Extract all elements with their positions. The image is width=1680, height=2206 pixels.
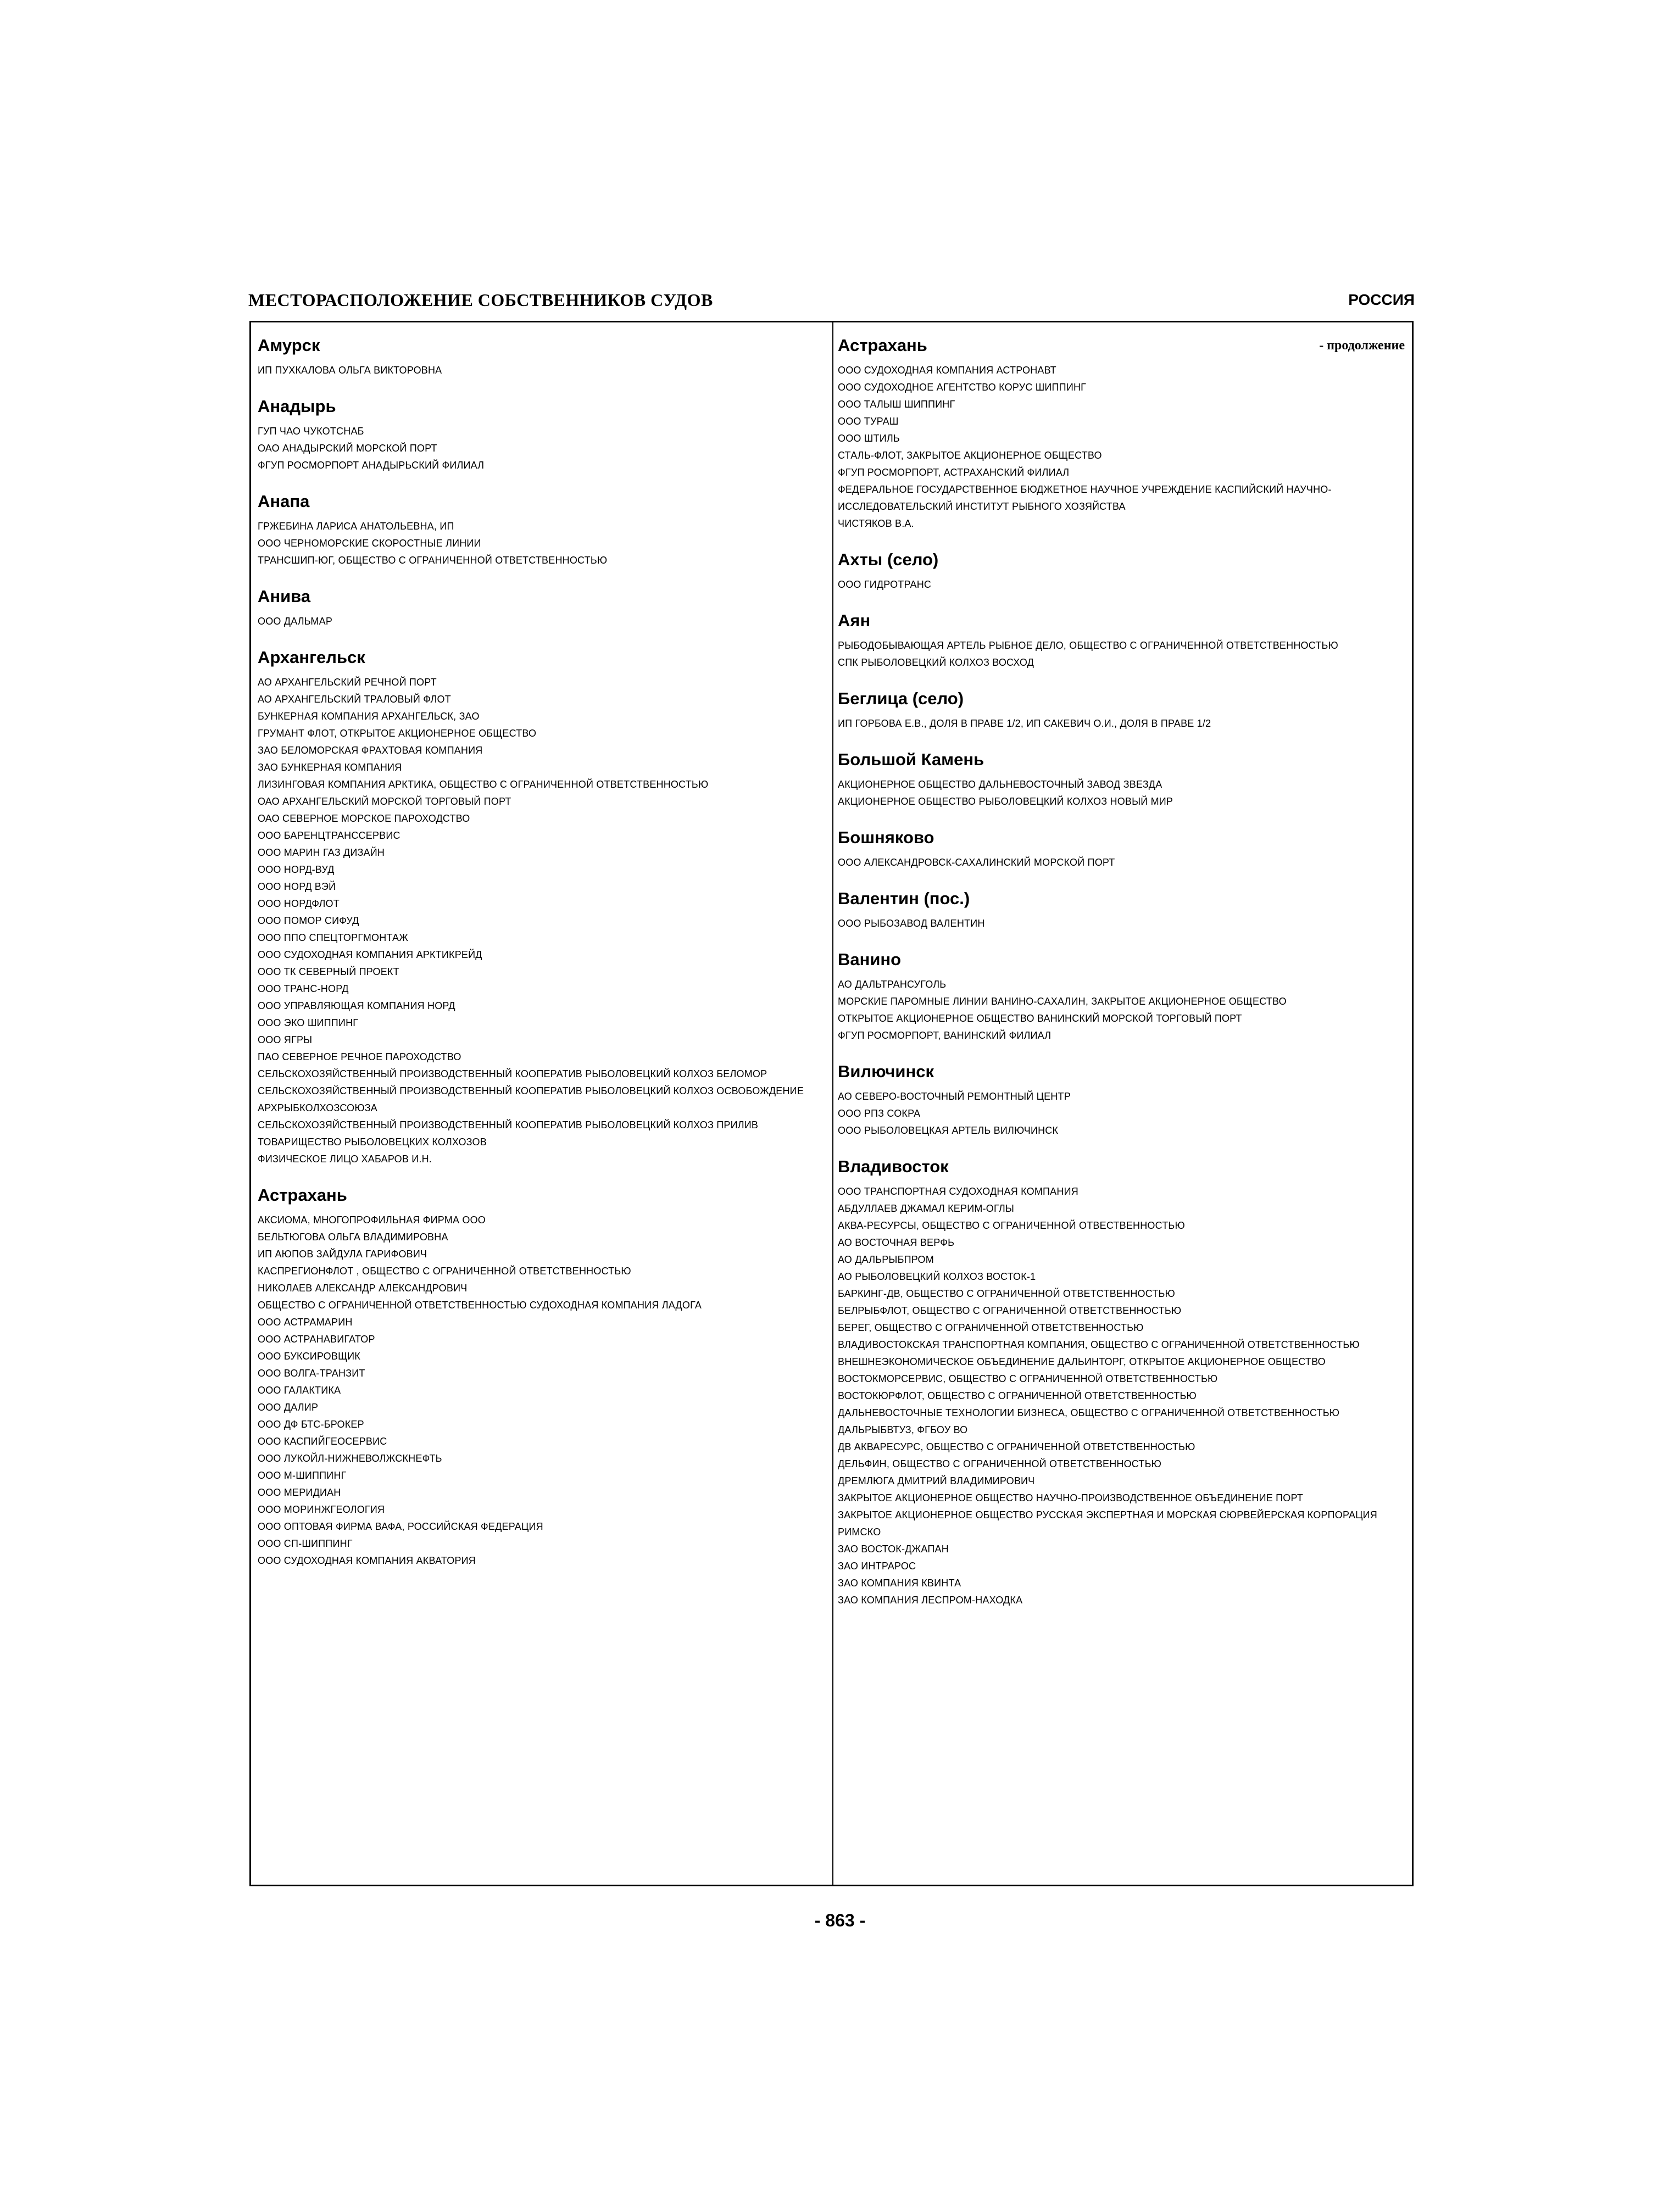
owner-entry: ДАЛЬРЫБВТУЗ, ФГБОУ ВО	[838, 1424, 968, 1435]
city-heading	[258, 335, 827, 356]
column-divider	[832, 322, 833, 1885]
owner-entry: СЕЛЬСКОХОЗЯЙСТВЕННЫЙ ПРОИЗВОДСТВЕННЫЙ КООПЕРАТИВ РЫБОЛОВЕЦКИЙ КОЛХОЗ БЕЛОМОР	[258, 1068, 767, 1079]
owner-entry: ООО МЕРИДИАН	[258, 1487, 341, 1498]
owner-entry: ООО ДАЛИР	[258, 1402, 319, 1413]
owner-entry: ЗАО КОМПАНИЯ КВИНТА	[838, 1578, 961, 1589]
owner-entry: ВОСТОКЮРФЛОТ, ОБЩЕСТВО С ОГРАНИЧЕННОЙ ОТВЕТСТВЕННОСТЬЮ	[838, 1390, 1197, 1401]
owner-entry: ООО ГАЛАКТИКА	[258, 1385, 341, 1396]
owner-entry: ООО НОРД ВЭЙ	[258, 881, 336, 892]
owner-entry: ООО ТУРАШ	[838, 416, 899, 427]
city-heading	[838, 1061, 1407, 1083]
owner-entry: КАСПРЕГИОНФЛОТ , ОБЩЕСТВО С ОГРАНИЧЕННОЙ ОТВЕТСТВЕННОСТЬЮ	[258, 1266, 631, 1277]
owner-entry: ООО РПЗ СОКРА	[838, 1108, 921, 1119]
owner-entry: СТАЛЬ-ФЛОТ, ЗАКРЫТОЕ АКЦИОНЕРНОЕ ОБЩЕСТВО	[838, 450, 1102, 461]
country-label: РОССИЯ	[1348, 291, 1415, 308]
city-name: Владивосток	[838, 1157, 949, 1176]
owner-entry: ЗАО КОМПАНИЯ ЛЕСПРОМ-НАХОДКА	[838, 1595, 1023, 1606]
owner-entry: ФЕДЕРАЛЬНОЕ ГОСУДАРСТВЕННОЕ БЮДЖЕТНОЕ НАУЧНОЕ УЧРЕЖДЕНИЕ КАСПИЙСКИЙ НАУЧНО-ИССЛЕДОВАТЕЛЬСКИЙ ИНСТИТУТ РЫБНОГО ХОЗЯЙСТВА	[838, 484, 1332, 512]
owner-entry: ДРЕМЛЮГА ДМИТРИЙ ВЛАДИМИРОВИЧ	[838, 1475, 1035, 1486]
city-name: Большой Камень	[838, 750, 984, 769]
owner-entry: ООО ГИДРОТРАНС	[838, 579, 932, 590]
owner-entry: ООО РЫБОЗАВОД ВАЛЕНТИН	[838, 918, 985, 929]
owner-entry: ВОСТОКМОРСЕРВИС, ОБЩЕСТВО С ОГРАНИЧЕННОЙ ОТВЕТСТВЕННОСТЬЮ	[838, 1373, 1218, 1384]
owner-entry: БЕРЕГ, ОБЩЕСТВО С ОГРАНИЧЕННОЙ ОТВЕТСТВЕННОСТЬЮ	[838, 1322, 1144, 1333]
owner-entry: АО АРХАНГЕЛЬСКИЙ РЕЧНОЙ ПОРТ	[258, 677, 437, 688]
owner-entry: ООО ДФ БТС-БРОКЕР	[258, 1419, 364, 1430]
owner-entry: ЗАО ИНТРАРОС	[838, 1561, 916, 1572]
owner-entry: ООО ТАЛЫШ ШИППИНГ	[838, 399, 955, 410]
owner-entry: БУНКЕРНАЯ КОМПАНИЯ АРХАНГЕЛЬСК, ЗАО	[258, 711, 480, 722]
owner-entry: ООО ОПТОВАЯ ФИРМА ВАФА, РОССИЙСКАЯ ФЕДЕРАЦИЯ	[258, 1521, 543, 1532]
owner-entry: ПАО СЕВЕРНОЕ РЕЧНОЕ ПАРОХОДСТВО	[258, 1051, 461, 1062]
owner-entry: ФГУП РОСМОРПОРТ, АСТРАХАНСКИЙ ФИЛИАЛ	[838, 467, 1070, 478]
owner-entry: ОАО АНАДЫРСКИЙ МОРСКОЙ ПОРТ	[258, 443, 437, 454]
owner-entry: РЫБОДОБЫВАЮЩАЯ АРТЕЛЬ РЫБНОЕ ДЕЛО, ОБЩЕСТВО С ОГРАНИЧЕННОЙ ОТВЕТСТВЕННОСТЬЮ	[838, 640, 1338, 651]
city-name: Ванино	[838, 950, 902, 969]
owner-entry: ИП ГОРБОВА Е.В., ДОЛЯ В ПРАВЕ 1/2, ИП САКЕВИЧ О.И., ДОЛЯ В ПРАВЕ 1/2	[838, 718, 1211, 729]
city-heading	[258, 395, 827, 417]
owner-entry: АКВА-РЕСУРСЫ, ОБЩЕСТВО С ОГРАНИЧЕННОЙ ОТВЕСТВЕННОСТЬЮ	[838, 1220, 1185, 1231]
owner-entry: ФГУП РОСМОРПОРТ, ВАНИНСКИЙ ФИЛИАЛ	[838, 1030, 1052, 1041]
owner-entry: ГРУМАНТ ФЛОТ, ОТКРЫТОЕ АКЦИОНЕРНОЕ ОБЩЕСТВО	[258, 728, 537, 739]
city-heading	[838, 610, 1407, 632]
owner-entry: АО ВОСТОЧНАЯ ВЕРФЬ	[838, 1237, 955, 1248]
owner-entry: ООО ШТИЛЬ	[838, 433, 900, 444]
owner-entry: ЗАКРЫТОЕ АКЦИОНЕРНОЕ ОБЩЕСТВО РУССКАЯ ЭКСПЕРТНАЯ И МОРСКАЯ СЮРВЕЙЕРСКАЯ КОРПОРАЦИЯ РИМСКО	[838, 1509, 1378, 1537]
owner-entry: ООО МОРИНЖГЕОЛОГИЯ	[258, 1504, 385, 1515]
owner-entry: ЗАО БЕЛОМОРСКАЯ ФРАХТОВАЯ КОМПАНИЯ	[258, 745, 483, 756]
owner-entry: ТРАНСШИП-ЮГ, ОБЩЕСТВО С ОГРАНИЧЕННОЙ ОТВЕТСТВЕННОСТЬЮ	[258, 555, 608, 566]
owner-entry: ОАО АРХАНГЕЛЬСКИЙ МОРСКОЙ ТОРГОВЫЙ ПОРТ	[258, 796, 511, 807]
owner-entry: ООО АЛЕКСАНДРОВСК-САХАЛИНСКИЙ МОРСКОЙ ПОРТ	[838, 857, 1115, 868]
owner-entry: ООО ВОЛГА-ТРАНЗИТ	[258, 1368, 365, 1379]
city-name: Валентин (пос.)	[838, 889, 970, 908]
owner-entry: ЧИСТЯКОВ В.А.	[838, 518, 914, 529]
owner-entry: ТОВАРИЩЕСТВО РЫБОЛОВЕЦКИХ КОЛХОЗОВ	[258, 1137, 487, 1147]
owner-entry: ДВ АКВАРЕСУРС, ОБЩЕСТВО С ОГРАНИЧЕННОЙ ОТВЕТСТВЕННОСТЬЮ	[838, 1441, 1195, 1452]
owner-entry: ГРЖЕБИНА ЛАРИСА АНАТОЛЬЕВНА, ИП	[258, 521, 454, 532]
page-number: - 863 -	[814, 1910, 866, 1930]
owner-entry: ЗАКРЫТОЕ АКЦИОНЕРНОЕ ОБЩЕСТВО НАУЧНО-ПРОИЗВОДСТВЕННОЕ ОБЪЕДИНЕНИЕ ПОРТ	[838, 1492, 1304, 1503]
owner-entry: ЛИЗИНГОВАЯ КОМПАНИЯ АРКТИКА, ОБЩЕСТВО С ОГРАНИЧЕННОЙ ОТВЕТСТВЕННОСТЬЮ	[258, 779, 709, 790]
owner-entry: АКСИОМА, МНОГОПРОФИЛЬНАЯ ФИРМА ООО	[258, 1215, 486, 1225]
owner-entry: АО ДАЛЬТРАНСУГОЛЬ	[838, 979, 947, 990]
owner-entry: ООО АСТРАМАРИН	[258, 1317, 353, 1328]
owner-entry: АБДУЛЛАЕВ ДЖАМАЛ КЕРИМ-ОГЛЫ	[838, 1203, 1015, 1214]
city-name: Архангельск	[258, 648, 365, 667]
city-heading	[838, 1156, 1407, 1178]
owner-entry: ООО ЛУКОЙЛ-НИЖНЕВОЛЖСКНЕФТЬ	[258, 1453, 442, 1464]
owner-entry: ЗАО БУНКЕРНАЯ КОМПАНИЯ	[258, 762, 402, 773]
owner-entry: ООО СП-ШИППИНГ	[258, 1538, 353, 1549]
owner-entry: АО РЫБОЛОВЕЦКИЙ КОЛХОЗ ВОСТОК-1	[838, 1271, 1036, 1282]
left-column	[258, 332, 827, 1569]
city-heading	[258, 586, 827, 608]
owner-entry: ОАО СЕВЕРНОЕ МОРСКОЕ ПАРОХОДСТВО	[258, 813, 470, 824]
owner-entry: ООО ТРАНСПОРТНАЯ СУДОХОДНАЯ КОМПАНИЯ	[838, 1186, 1078, 1197]
owner-entry: ДЕЛЬФИН, ОБЩЕСТВО С ОГРАНИЧЕННОЙ ОТВЕТСТВЕННОСТЬЮ	[838, 1458, 1161, 1469]
owner-entry: НИКОЛАЕВ АЛЕКСАНДР АЛЕКСАНДРОВИЧ	[258, 1283, 468, 1294]
city-name: Астрахань	[258, 1185, 347, 1205]
owner-entry: ВНЕШНЕЭКОНОМИЧЕСКОЕ ОБЪЕДИНЕНИЕ ДАЛЬИНТОРГ, ОТКРЫТОЕ АКЦИОНЕРНОЕ ОБЩЕСТВО	[838, 1356, 1326, 1367]
owner-entry: ООО ЯГРЫ	[258, 1034, 313, 1045]
owner-entry: СПК РЫБОЛОВЕЦКИЙ КОЛХОЗ ВОСХОД	[838, 657, 1034, 668]
owner-entry: ОБЩЕСТВО С ОГРАНИЧЕННОЙ ОТВЕТСТВЕННОСТЬЮ СУДОХОДНАЯ КОМПАНИЯ ЛАДОГА	[258, 1300, 702, 1311]
city-name: Амурск	[258, 336, 320, 355]
owner-entry: ИП ПУХКАЛОВА ОЛЬГА ВИКТОРОВНА	[258, 365, 442, 376]
owner-entry: БАРКИНГ-ДВ, ОБЩЕСТВО С ОГРАНИЧЕННОЙ ОТВЕТСТВЕННОСТЬЮ	[838, 1288, 1175, 1299]
owner-entry: ООО ДАЛЬМАР	[258, 616, 333, 627]
owner-entry: ООО ТРАНС-НОРД	[258, 983, 349, 994]
city-name: Беглица (село)	[838, 689, 964, 708]
continuation-note: - продолжение	[1319, 338, 1405, 353]
owner-entry: ООО М-ШИППИНГ	[258, 1470, 347, 1481]
owner-entry: ООО СУДОХОДНОЕ АГЕНТСТВО КОРУС ШИППИНГ	[838, 382, 1087, 393]
owner-entry: ООО НОРД-ВУД	[258, 864, 335, 875]
owner-entry: ОТКРЫТОЕ АКЦИОНЕРНОЕ ОБЩЕСТВО ВАНИНСКИЙ МОРСКОЙ ТОРГОВЫЙ ПОРТ	[838, 1013, 1242, 1024]
owner-entry: ООО БУКСИРОВЩИК	[258, 1351, 360, 1362]
owner-entry: ООО ЭКО ШИППИНГ	[258, 1017, 359, 1028]
city-heading	[838, 749, 1407, 771]
city-name: Анива	[258, 587, 311, 606]
city-heading	[258, 647, 827, 669]
right-column	[838, 332, 1407, 1609]
owner-entry: ЗАО ВОСТОК-ДЖАПАН	[838, 1544, 949, 1555]
city-name: Анадырь	[258, 397, 336, 416]
owner-entry: АКЦИОНЕРНОЕ ОБЩЕСТВО РЫБОЛОВЕЦКИЙ КОЛХОЗ НОВЫЙ МИР	[838, 796, 1173, 807]
owner-entry: ГУП ЧАО ЧУКОТСНАБ	[258, 426, 364, 437]
city-name: Аян	[838, 611, 871, 630]
city-heading	[838, 949, 1407, 971]
content-frame	[249, 321, 1414, 1886]
owner-entry: БЕЛРЫБФЛОТ, ОБЩЕСТВО С ОГРАНИЧЕННОЙ ОТВЕТСТВЕННОСТЬЮ	[838, 1305, 1182, 1316]
owner-entry: ДАЛЬНЕВОСТОЧНЫЕ ТЕХНОЛОГИИ БИЗНЕСА, ОБЩЕСТВО С ОГРАНИЧЕННОЙ ОТВЕТСТВЕННОСТЬЮ	[838, 1407, 1340, 1418]
city-heading	[258, 491, 827, 512]
owner-entry: ООО СУДОХОДНАЯ КОМПАНИЯ АРКТИКРЕЙД	[258, 949, 482, 960]
owner-entry: МОРСКИЕ ПАРОМНЫЕ ЛИНИИ ВАНИНО-САХАЛИН, ЗАКРЫТОЕ АКЦИОНЕРНОЕ ОБЩЕСТВО	[838, 996, 1287, 1007]
city-name: Вилючинск	[838, 1062, 934, 1081]
owner-entry: ООО НОРДФЛОТ	[258, 898, 340, 909]
owner-entry: АО ДАЛЬРЫБПРОМ	[838, 1254, 934, 1265]
owner-entry: ФГУП РОСМОРПОРТ АНАДЫРЬСКИЙ ФИЛИАЛ	[258, 460, 485, 471]
owner-entry: ООО БАРЕНЦТРАНССЕРВИС	[258, 830, 400, 841]
city-heading	[838, 888, 1407, 910]
owner-entry: ООО СУДОХОДНАЯ КОМПАНИЯ АСТРОНАВТ	[838, 365, 1056, 376]
owner-entry: ООО АСТРАНАВИГАТОР	[258, 1334, 375, 1345]
owner-entry: СЕЛЬСКОХОЗЯЙСТВЕННЫЙ ПРОИЗВОДСТВЕННЫЙ КООПЕРАТИВ РЫБОЛОВЕЦКИЙ КОЛХОЗ ОСВОБОЖДЕНИЕ АРХРЫБКОЛХОЗСОЮЗА	[258, 1085, 804, 1113]
city-heading	[838, 827, 1407, 849]
city-name: Астрахань	[838, 336, 927, 355]
owner-entry: ООО РЫБОЛОВЕЦКАЯ АРТЕЛЬ ВИЛЮЧИНСК	[838, 1125, 1059, 1136]
page-title: МЕСТОРАСПОЛОЖЕНИЕ СОБСТВЕННИКОВ СУДОВ	[248, 290, 713, 310]
city-heading	[838, 549, 1407, 571]
owner-entry: БЕЛЬТЮГОВА ОЛЬГА ВЛАДИМИРОВНА	[258, 1232, 448, 1243]
city-heading	[838, 688, 1407, 710]
owner-entry: ООО ТК СЕВЕРНЫЙ ПРОЕКТ	[258, 966, 399, 977]
owner-entry: ООО УПРАВЛЯЮЩАЯ КОМПАНИЯ НОРД	[258, 1000, 455, 1011]
owner-entry: АО СЕВЕРО-ВОСТОЧНЫЙ РЕМОНТНЫЙ ЦЕНТР	[838, 1091, 1071, 1102]
city-name: Ахты (село)	[838, 550, 939, 569]
owner-entry: ФИЗИЧЕСКОЕ ЛИЦО ХАБАРОВ И.Н.	[258, 1154, 432, 1165]
owner-entry: ВЛАДИВОСТОКСКАЯ ТРАНСПОРТНАЯ КОМПАНИЯ, ОБЩЕСТВО С ОГРАНИЧЕННОЙ ОТВЕТСТВЕННОСТЬЮ	[838, 1339, 1360, 1350]
city-heading	[258, 1184, 827, 1206]
owner-entry: АО АРХАНГЕЛЬСКИЙ ТРАЛОВЫЙ ФЛОТ	[258, 694, 451, 705]
owner-entry: ООО МАРИН ГАЗ ДИЗАЙН	[258, 847, 385, 858]
city-heading	[838, 335, 1407, 356]
owner-entry: ООО ЧЕРНОМОРСКИЕ СКОРОСТНЫЕ ЛИНИИ	[258, 538, 481, 549]
owner-entry: ООО ППО СПЕЦТОРГМОНТАЖ	[258, 932, 409, 943]
owner-entry: ИП АЮПОВ ЗАЙДУЛА ГАРИФОВИЧ	[258, 1249, 427, 1260]
owner-entry: ООО СУДОХОДНАЯ КОМПАНИЯ АКВАТОРИЯ	[258, 1555, 476, 1566]
owner-entry: ООО ПОМОР СИФУД	[258, 915, 359, 926]
city-name: Бошняково	[838, 828, 934, 847]
owner-entry: СЕЛЬСКОХОЗЯЙСТВЕННЫЙ ПРОИЗВОДСТВЕННЫЙ КООПЕРАТИВ РЫБОЛОВЕЦКИЙ КОЛХОЗ ПРИЛИВ	[258, 1119, 759, 1130]
city-name: Анапа	[258, 492, 310, 511]
owner-entry: АКЦИОНЕРНОЕ ОБЩЕСТВО ДАЛЬНЕВОСТОЧНЫЙ ЗАВОД ЗВЕЗДА	[838, 779, 1162, 790]
owner-entry: ООО КАСПИЙГЕОСЕРВИС	[258, 1436, 387, 1447]
